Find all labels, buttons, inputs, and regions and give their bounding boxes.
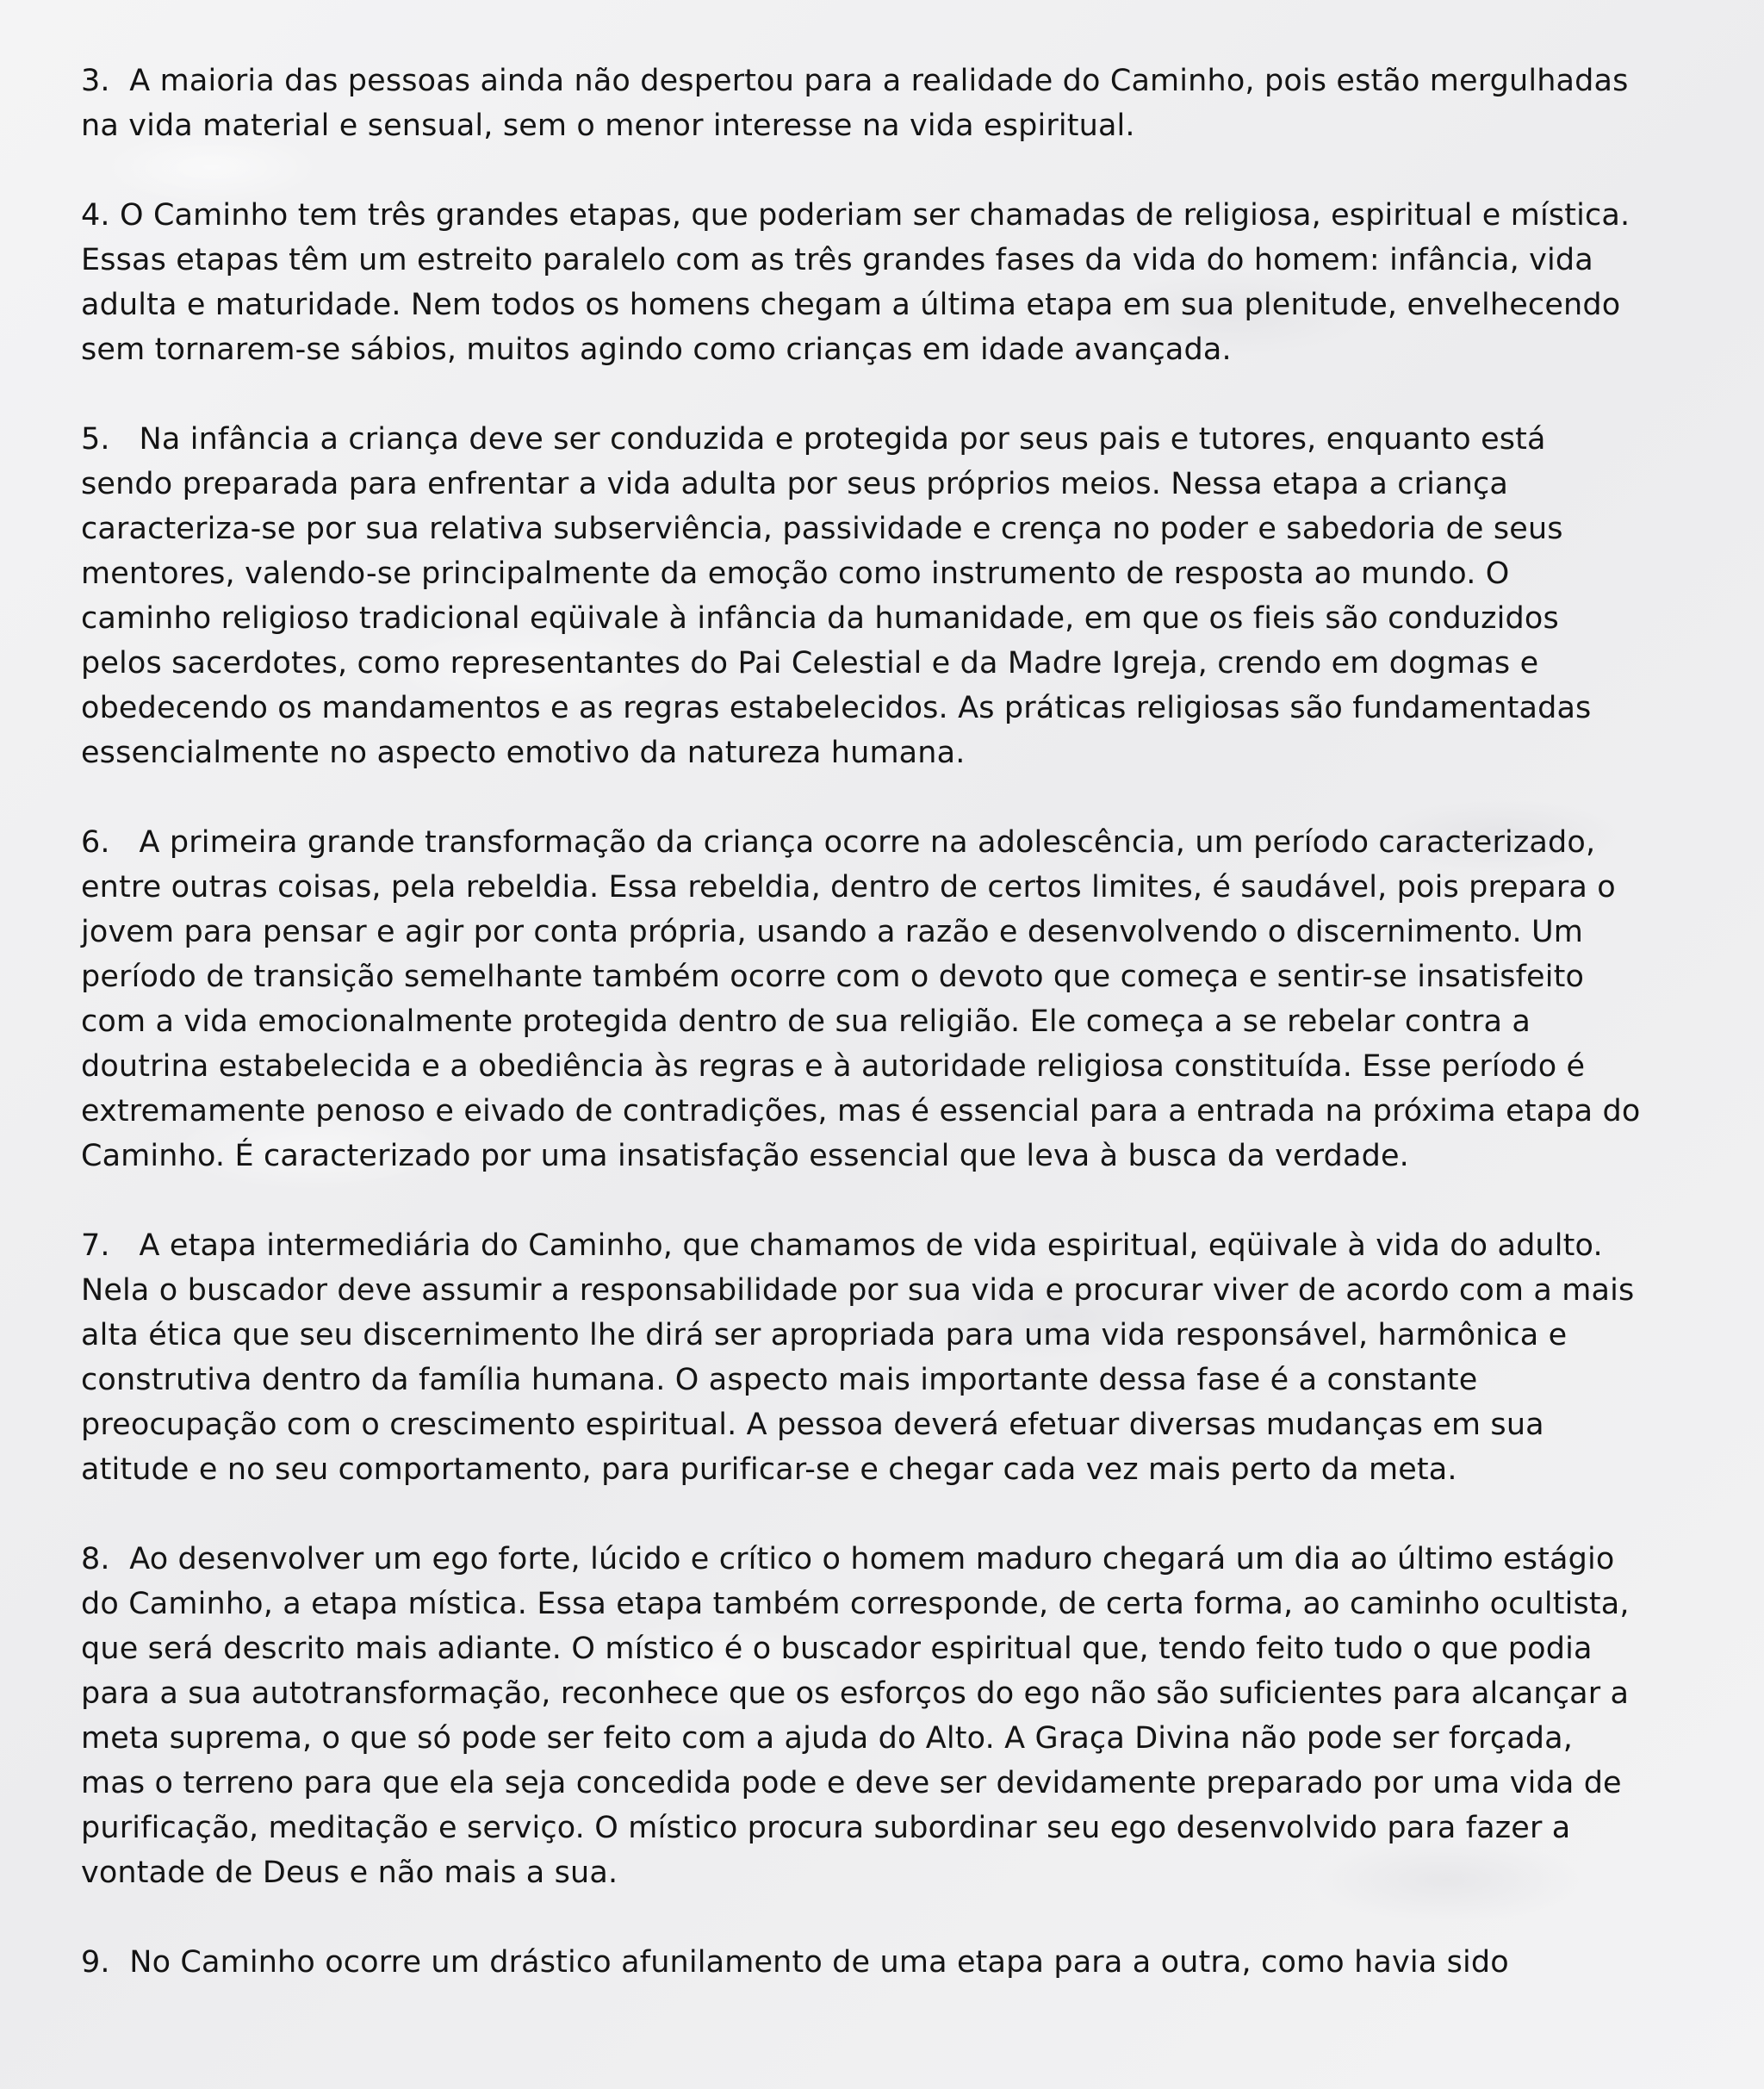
text-line: Essas etapas têm um estreito paralelo com as três grandes fases da vida do homem: infância, vida (81, 243, 1593, 277)
text-line: 4. O Caminho tem três grandes etapas, que poderiam ser chamadas de religiosa, espiritual e mística. (81, 198, 1630, 233)
text-line: sendo preparada para enfrentar a vida adulta por seus próprios meios. Nessa etapa a criança (81, 467, 1508, 501)
text-line: purificação, meditação e serviço. O místico procura subordinar seu ego desenvolvido para fazer a (81, 1811, 1571, 1845)
paragraph-8 (81, 1537, 1735, 1895)
text-line: 8. Ao desenvolver um ego forte, lúcido e crítico o homem maduro chegará um dia ao último estágio (81, 1542, 1615, 1576)
text-line: 3. A maioria das pessoas ainda não despertou para a realidade do Caminho, pois estão mergulhadas (81, 64, 1629, 98)
text-line: Nela o buscador deve assumir a responsabilidade por sua vida e procurar viver de acordo com a mais (81, 1273, 1635, 1308)
text-line: entre outras coisas, pela rebeldia. Essa rebeldia, dentro de certos limites, é saudável, pois prepara o (81, 870, 1616, 905)
text-line: vontade de Deus e não mais a sua. (81, 1856, 618, 1890)
text-line: essencialmente no aspecto emotivo da natureza humana. (81, 736, 966, 770)
paragraph-6 (81, 820, 1735, 1178)
paragraph-9 (81, 1940, 1735, 1985)
text-line: para a sua autotransformação, reconhece que os esforços do ego não são suficientes para alcançar a (81, 1676, 1630, 1711)
text-line: 9. No Caminho ocorre um drástico afunilamento de uma etapa para a outra, como havia sido (81, 1945, 1509, 1980)
paragraph-3 (81, 59, 1735, 148)
text-line: 7. A etapa intermediária do Caminho, que chamamos de vida espiritual, eqüivale à vida do adulto. (81, 1228, 1603, 1263)
text-line: atitude e no seu comportamento, para purificar-se e chegar cada vez mais perto da meta. (81, 1452, 1457, 1487)
text-line: que será descrito mais adiante. O místico é o buscador espiritual que, tendo feito tudo o que podia (81, 1632, 1593, 1666)
text-line: do Caminho, a etapa mística. Essa etapa também corresponde, de certa forma, ao caminho ocultista, (81, 1587, 1630, 1621)
text-line: extremamente penoso e eivado de contradições, mas é essencial para a entrada na próxima etapa do (81, 1094, 1641, 1128)
text-line: construtiva dentro da família humana. O aspecto mais importante dessa fase é a constante (81, 1363, 1478, 1397)
text-line: mas o terreno para que ela seja concedida pode e deve ser devidamente preparado por uma vida de (81, 1766, 1622, 1800)
text-line: na vida material e sensual, sem o menor interesse na vida espiritual. (81, 109, 1135, 143)
text-line: Caminho. É caracterizado por uma insatisfação essencial que leva à busca da verdade. (81, 1139, 1409, 1173)
paragraph-7 (81, 1223, 1735, 1492)
paragraph-5 (81, 417, 1735, 775)
text-line: 6. A primeira grande transformação da criança ocorre na adolescência, um período caracterizado, (81, 825, 1596, 860)
text-line: doutrina estabelecida e a obediência às regras e à autoridade religiosa constituída. Esse período é (81, 1049, 1586, 1084)
text-line: jovem para pensar e agir por conta própria, usando a razão e desenvolvendo o discernimento. Um (81, 915, 1584, 949)
text-line: caracteriza-se por sua relativa subserviência, passividade e crença no poder e sabedoria de seus (81, 512, 1563, 546)
text-line: pelos sacerdotes, como representantes do Pai Celestial e da Madre Igreja, crendo em dogmas e (81, 646, 1539, 681)
text-line: mentores, valendo-se principalmente da emoção como instrumento de resposta ao mundo. O (81, 556, 1510, 591)
text-line: preocupação com o crescimento espiritual. A pessoa deverá efetuar diversas mudanças em sua (81, 1408, 1544, 1442)
text-line: meta suprema, o que só pode ser feito com a ajuda do Alto. A Graça Divina não pode ser forçada, (81, 1721, 1574, 1756)
document-page (81, 59, 1735, 1985)
text-line: 5. Na infância a criança deve ser conduzida e protegida por seus pais e tutores, enquanto está (81, 422, 1546, 457)
text-line: período de transição semelhante também ocorre com o devoto que começa e sentir-se insatisfeito (81, 960, 1585, 994)
text-line: obedecendo os mandamentos e as regras estabelecidos. As práticas religiosas são fundamentadas (81, 691, 1592, 725)
text-line: sem tornarem-se sábios, muitos agindo como crianças em idade avançada. (81, 333, 1232, 367)
paragraph-4 (81, 193, 1735, 372)
text-line: com a vida emocionalmente protegida dentro de sua religião. Ele começa a se rebelar contra a (81, 1004, 1531, 1039)
text-line: alta ética que seu discernimento lhe dirá ser apropriada para uma vida responsável, harmônica e (81, 1318, 1568, 1352)
text-line: adulta e maturidade. Nem todos os homens chegam a última etapa em sua plenitude, envelhecendo (81, 288, 1621, 322)
text-line: caminho religioso tradicional eqüivale à infância da humanidade, em que os fieis são conduzidos (81, 601, 1559, 636)
